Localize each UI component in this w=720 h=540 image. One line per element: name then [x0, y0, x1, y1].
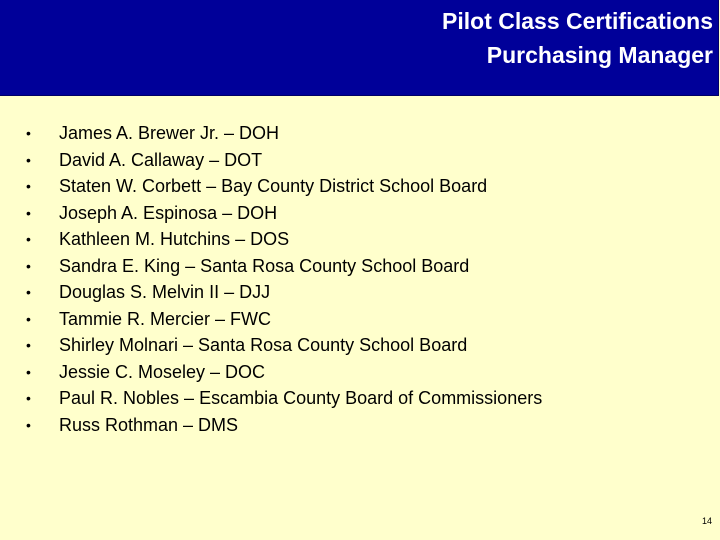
list-item-text: Russ Rothman – DMS: [59, 414, 239, 435]
bullet-icon: •: [26, 257, 31, 274]
list-item-text: Kathleen M. Hutchins – DOS: [59, 229, 290, 249]
bullet-icon: •: [26, 390, 31, 406]
list-item-text: Jessie C. Moseley – DOC: [59, 361, 266, 382]
bullet-icon: •: [26, 363, 31, 380]
bullet-icon: •: [26, 151, 31, 168]
list-item-text: David A. Callaway – DOT: [59, 149, 263, 170]
list-item-text: Joseph A. Espinosa – DOH: [59, 202, 278, 223]
title-banner: [0, 0, 719, 96]
list-item-text: Staten W. Corbett – Bay County District School Board: [59, 176, 488, 196]
list-item-text: Tammie R. Mercier – FWC: [59, 308, 272, 329]
bullet-icon: •: [26, 284, 31, 300]
bullet-icon: •: [26, 231, 31, 247]
list-item-text: Douglas S. Melvin II – DJJ: [59, 282, 271, 302]
list-item-text: Shirley Molnari – Santa Rosa County School Board: [59, 335, 468, 355]
bullet-icon: •: [26, 337, 31, 353]
bullet-icon: •: [26, 125, 31, 141]
bullet-icon: •: [26, 204, 31, 221]
list-item-text: Sandra E. King – Santa Rosa County School Board: [59, 255, 470, 276]
list-item-text: Paul R. Nobles – Escambia County Board of Commissioners: [59, 388, 543, 408]
bullet-icon: •: [26, 310, 31, 327]
slide-title-line-1: Pilot Class Certifications: [442, 8, 713, 34]
slide-title-line-2: Purchasing Manager: [486, 42, 713, 68]
bullet-icon: •: [26, 416, 31, 433]
list-item-text: James A. Brewer Jr. – DOH: [59, 123, 280, 143]
bullet-icon: •: [26, 178, 31, 194]
page-number: 14: [701, 516, 712, 526]
